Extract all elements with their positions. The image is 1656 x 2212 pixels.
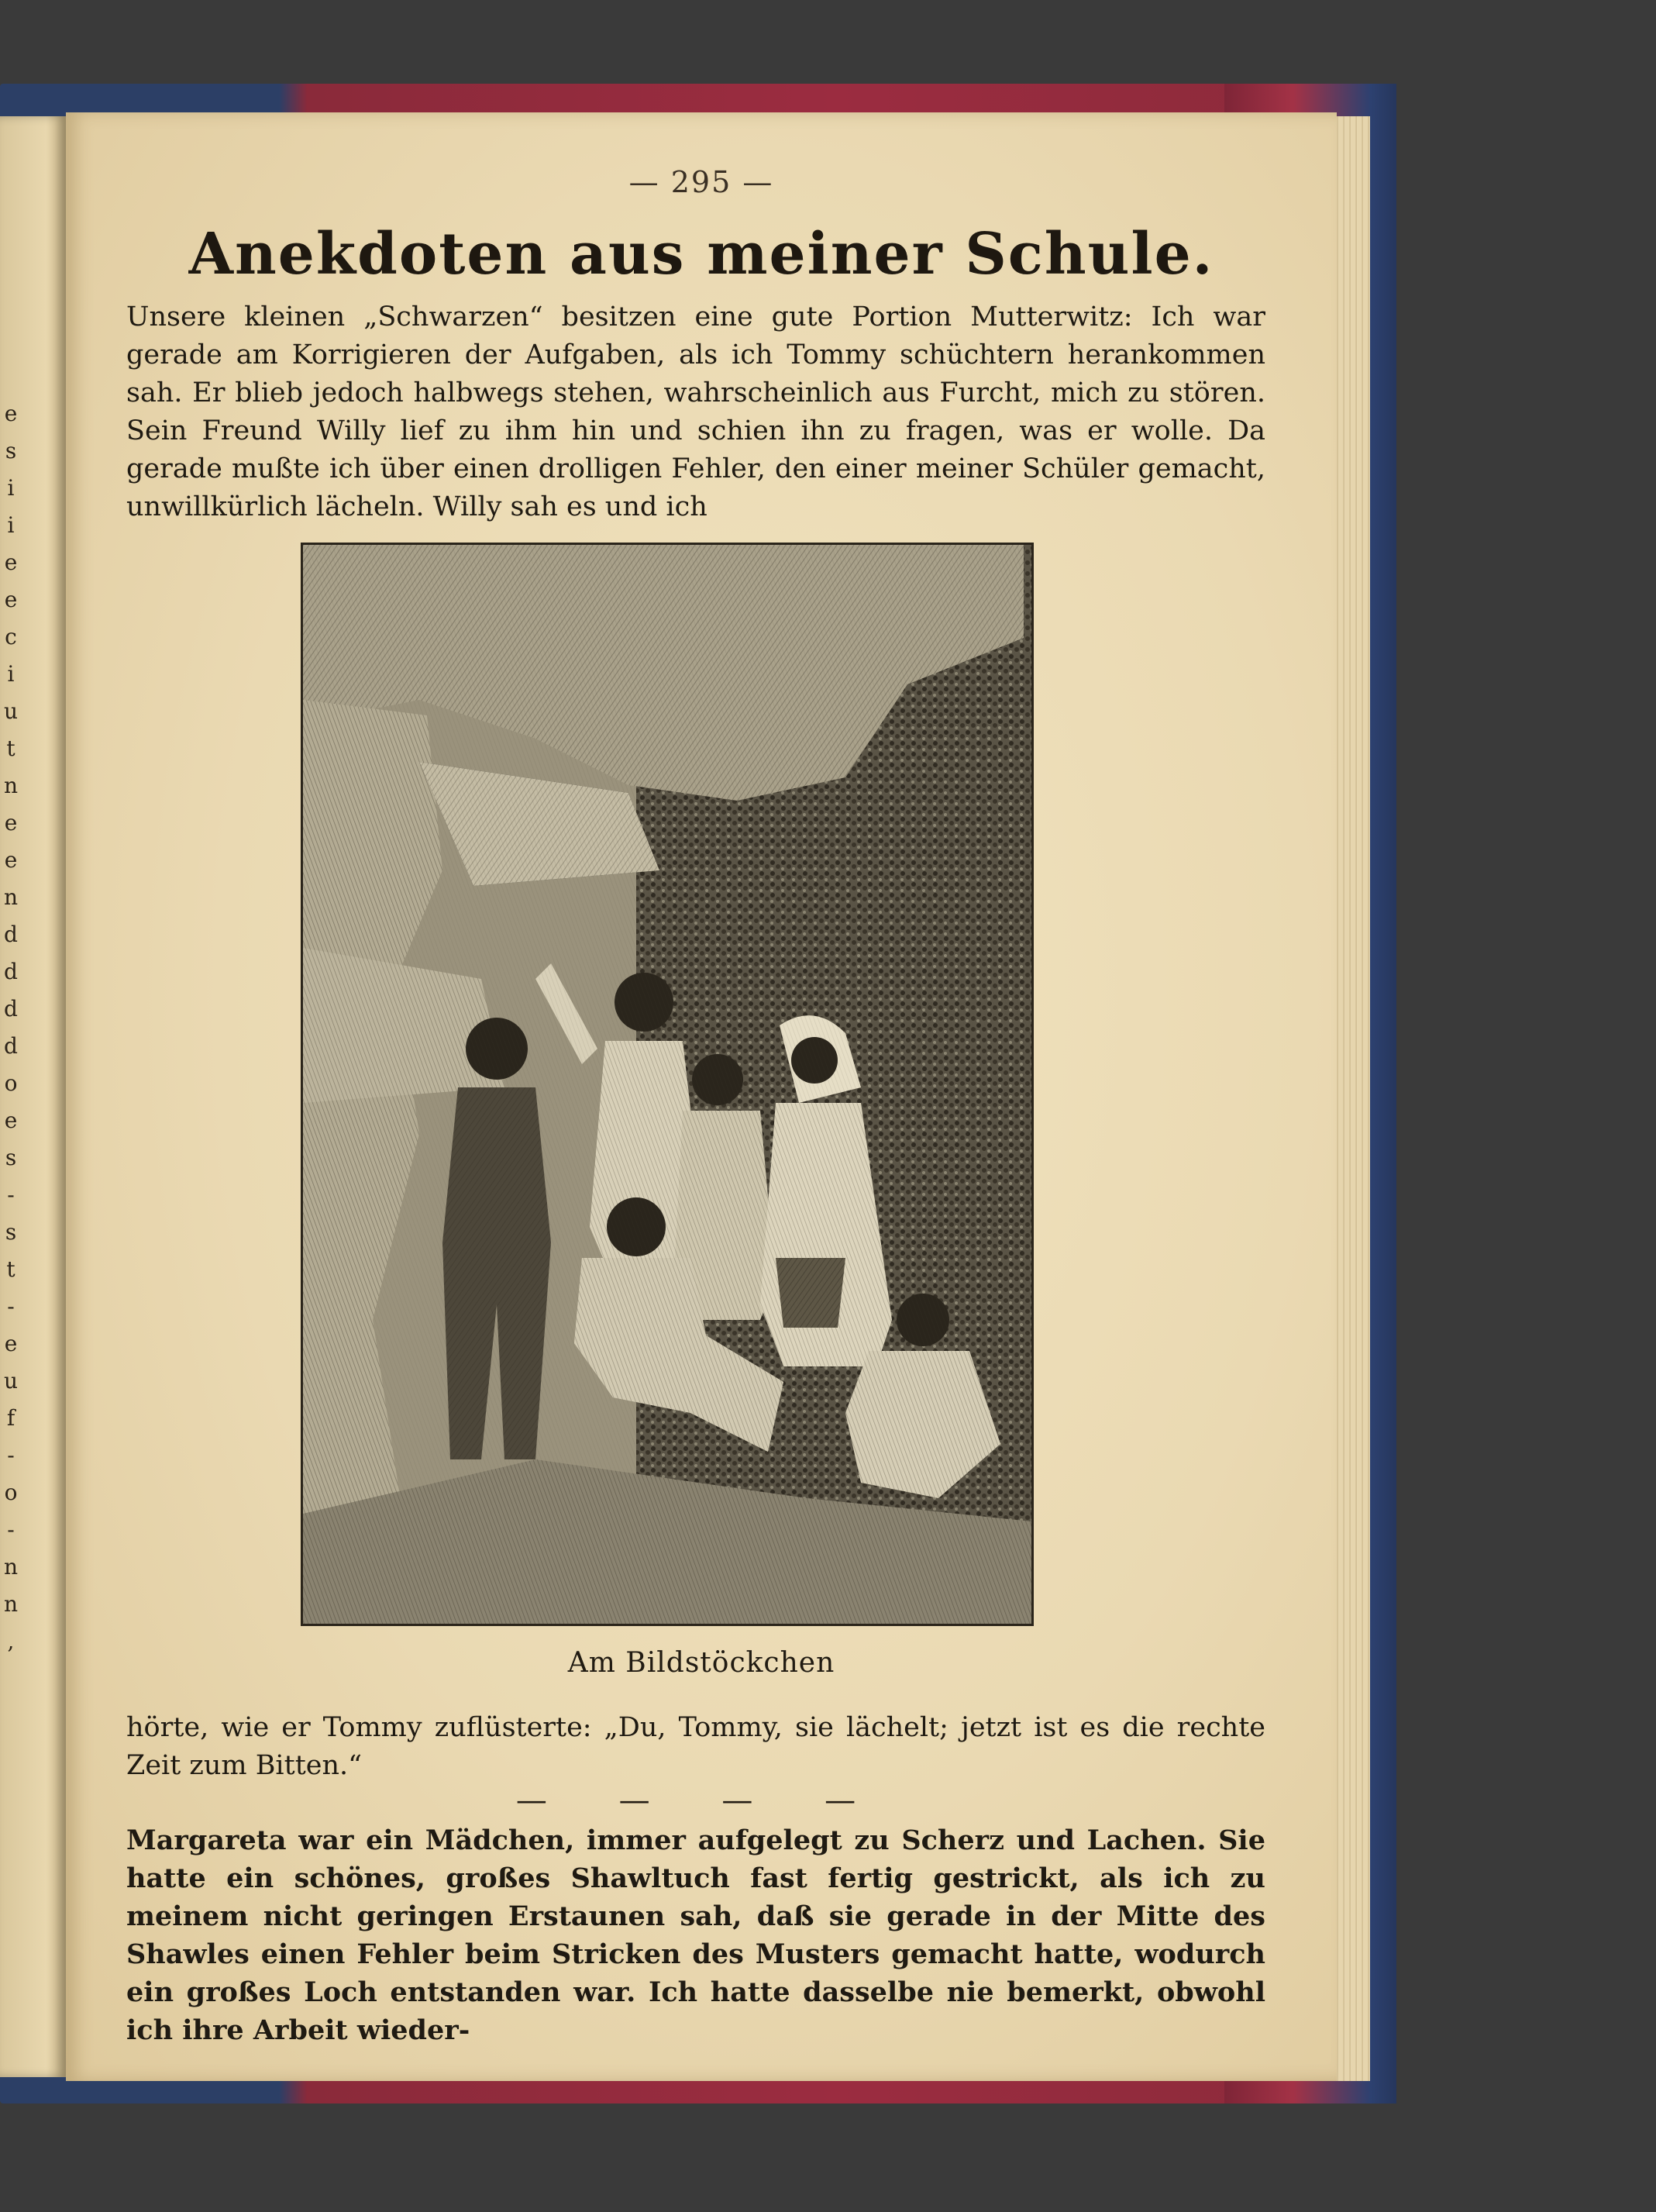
left-page-letter: n: [3, 884, 19, 910]
left-page-letter: -: [7, 1442, 15, 1468]
left-page-letter: n: [3, 773, 19, 798]
figure-caption: Am Bildstöckchen: [567, 1647, 835, 1679]
left-page-letter: -: [7, 1182, 15, 1208]
left-page-letter: t: [6, 736, 15, 761]
left-page-letter: f: [6, 1405, 15, 1431]
page-stack-edge: [1333, 116, 1370, 2081]
left-page-letter: s: [5, 1219, 17, 1245]
left-page-letter: e: [4, 587, 18, 612]
paragraph-3: Margareta war ein Mädchen, immer aufgelegt zu Scherz und Lachen. Sie hatte ein schönes, großes Shawltuch fast fertig gestrickt, als ich zu meinem nicht geringen Erstaunen sah, daß sie gerade in der Mitte des Shawles einen Fehler beim Stricken des Musters gemacht hatte, wodurch ein großes Loch entstanden war. Ich hatte dasselbe nie bemerkt, obwohl ich ihre Arbeit wieder-: [126, 1824, 1265, 2046]
left-page-letter: -: [7, 1517, 15, 1542]
left-page-letter: e: [4, 847, 18, 873]
left-page-letter: e: [4, 550, 18, 575]
left-page-letter: i: [7, 661, 15, 687]
left-page-letter: o: [4, 1480, 18, 1505]
left-page-letter: ,: [7, 1628, 15, 1654]
left-page-letter: d: [4, 959, 18, 984]
left-page-letter: u: [3, 1368, 19, 1394]
left-page-letter: i: [7, 512, 15, 538]
paragraph-2: hörte, wie er Tommy zuflüsterte: „Du, Tommy, sie lächelt; jetzt ist es die rechte Zeit zum Bitten.“: [126, 1712, 1265, 1781]
left-page-letter: t: [6, 1256, 15, 1282]
left-page-letter: s: [5, 438, 17, 463]
left-page-letter: u: [3, 698, 19, 724]
left-page-letter: d: [4, 922, 18, 947]
left-page-letter: e: [4, 1108, 18, 1133]
left-page-letter: o: [4, 1070, 18, 1096]
left-page-letter: n: [3, 1554, 19, 1580]
left-page-fragment: [0, 116, 66, 2077]
left-page-letters: [3, 395, 19, 1660]
left-page-letter: d: [4, 996, 18, 1022]
section-separator: — — — —: [515, 1783, 887, 1818]
left-page-letter: e: [4, 401, 18, 426]
left-page-letter: d: [4, 1033, 18, 1059]
engraving-illustration: [301, 543, 1034, 1626]
page-number: — 295 —: [628, 165, 774, 199]
book-page: [66, 112, 1337, 2081]
left-page-letter: c: [5, 624, 17, 649]
left-page-letter: n: [3, 1591, 19, 1617]
left-page-letter: e: [4, 1331, 18, 1356]
page-title: Anekdoten aus meiner Schule.: [188, 221, 1214, 288]
left-page-letter: i: [7, 475, 15, 501]
engraving-image: [303, 545, 1031, 1624]
left-page-letter: s: [5, 1145, 17, 1170]
paragraph-1: Unsere kleinen „Schwarzen“ besitzen eine gute Portion Mutterwitz: Ich war gerade am Korrigieren der Aufgaben, als ich Tommy schüchtern herankommen sah. Er blieb jedoch halbwegs stehen, wahrscheinlich aus Furcht, mich zu stören. Sein Freund Willy lief zu ihm hin und schien ihn zu fragen, was er wolle. Da gerade mußte ich über einen drolligen Fehler, den einer meiner Schüler gemacht, unwillkürlich lächeln. Willy sah es und ich: [126, 301, 1265, 522]
left-page-letter: -: [7, 1294, 15, 1319]
left-page-letter: e: [4, 810, 18, 836]
